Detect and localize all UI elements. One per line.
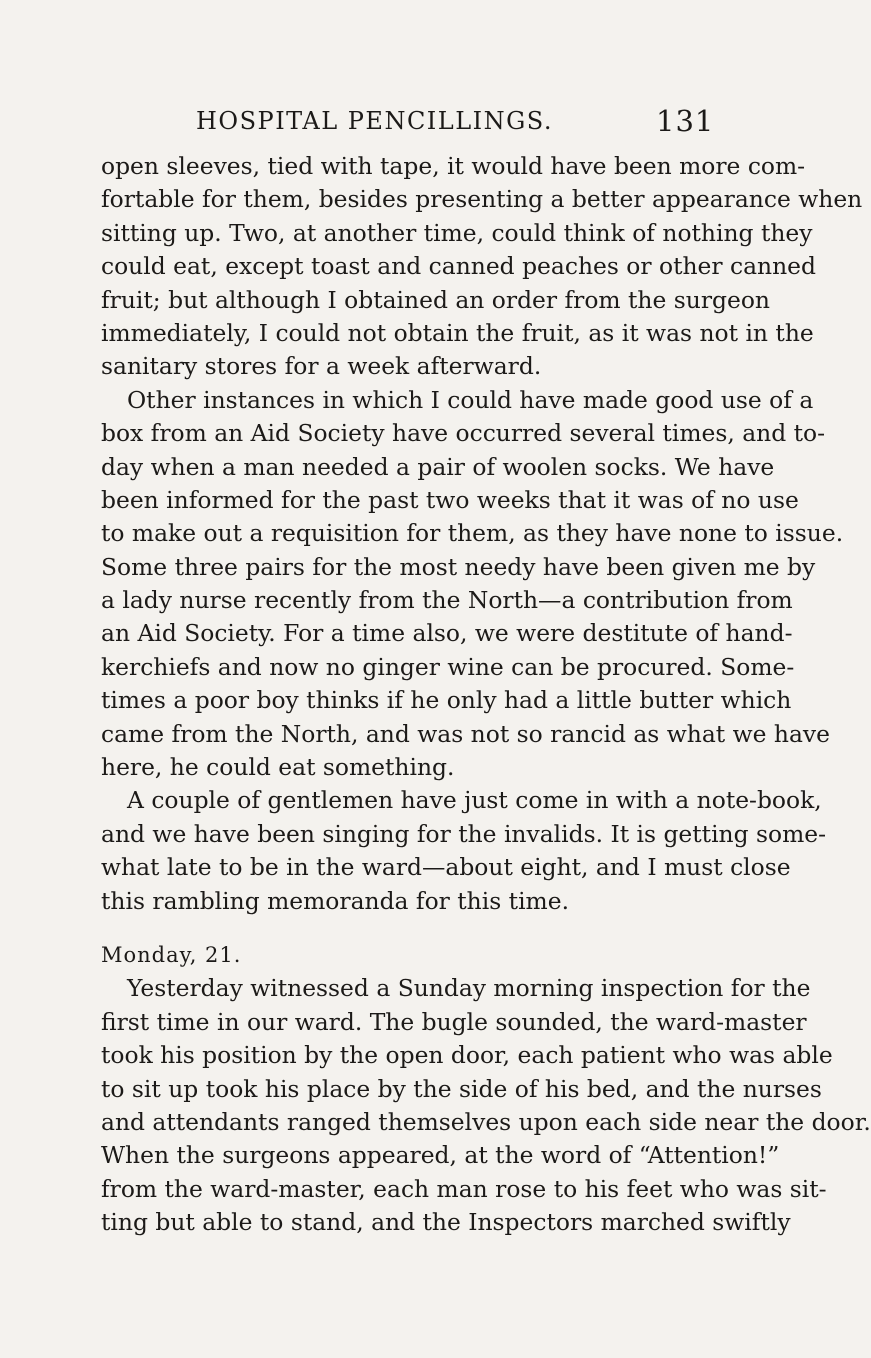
text-line: day when a man needed a pair of woolen socks. We have <box>101 452 775 481</box>
running-head <box>196 101 716 141</box>
text-line: Other instances in which I could have made good use of a <box>127 385 814 414</box>
section-heading: Monday, 21. <box>101 942 242 967</box>
text-line: kerchiefs and now no ginger wine can be procured. Some- <box>101 652 795 681</box>
text-line: here, he could eat something. <box>101 753 455 782</box>
text-line: came from the North, and was not so rancid as what we have <box>101 719 830 748</box>
text-line: Some three pairs for the most needy have been given me by <box>101 552 816 581</box>
text-line: sanitary stores for a week afterward. <box>101 352 542 381</box>
text-line: fruit; but although I obtained an order from the surgeon <box>101 285 770 314</box>
text-line: could eat, except toast and canned peaches or other canned <box>101 252 816 281</box>
text-line: to make out a requisition for them, as they have none to issue. <box>101 519 844 548</box>
text-line: Yesterday witnessed a Sunday morning inspection for the <box>127 974 811 1003</box>
text-line: immediately, I could not obtain the fruit, as it was not in the <box>101 318 814 347</box>
text-line: box from an Aid Society have occurred several times, and to- <box>101 419 826 448</box>
text-line: to sit up took his place by the side of his bed, and the nurses <box>101 1074 822 1103</box>
running-title: HOSPITAL PENCILLINGS. <box>196 107 554 135</box>
text-line: When the surgeons appeared, at the word of “Attention!” <box>101 1141 780 1170</box>
text-line: fortable for them, besides presenting a better appearance when <box>101 185 863 214</box>
text-line: sitting up. Two, at another time, could think of nothing they <box>101 218 813 247</box>
text-line: an Aid Society. For a time also, we were destitute of hand- <box>101 619 793 648</box>
body-text <box>101 150 871 1240</box>
text-line: took his position by the open door, each patient who was able <box>101 1041 833 1070</box>
text-line: a lady nurse recently from the North—a contribution from <box>101 586 793 615</box>
text-line: from the ward-master, each man rose to his feet who was sit- <box>101 1174 827 1203</box>
text-line: what late to be in the ward—about eight, and I must close <box>101 853 791 882</box>
text-line: ting but able to stand, and the Inspectors marched swiftly <box>101 1208 791 1237</box>
text-line: been informed for the past two weeks that it was of no use <box>101 485 799 514</box>
text-line: first time in our ward. The bugle sounded, the ward-master <box>101 1007 807 1036</box>
text-line: A couple of gentlemen have just come in with a note-book, <box>127 786 822 815</box>
text-line: open sleeves, tied with tape, it would have been more com- <box>101 152 806 180</box>
text-line: times a poor boy thinks if he only had a little butter which <box>101 686 792 715</box>
section-spacer <box>101 918 741 939</box>
text-line: this rambling memoranda for this time. <box>101 886 570 915</box>
text-line: and we have been singing for the invalids. It is getting some- <box>101 819 827 848</box>
text-line: and attendants ranged themselves upon each side near the door. <box>101 1107 871 1136</box>
page-number: 131 <box>656 104 715 138</box>
